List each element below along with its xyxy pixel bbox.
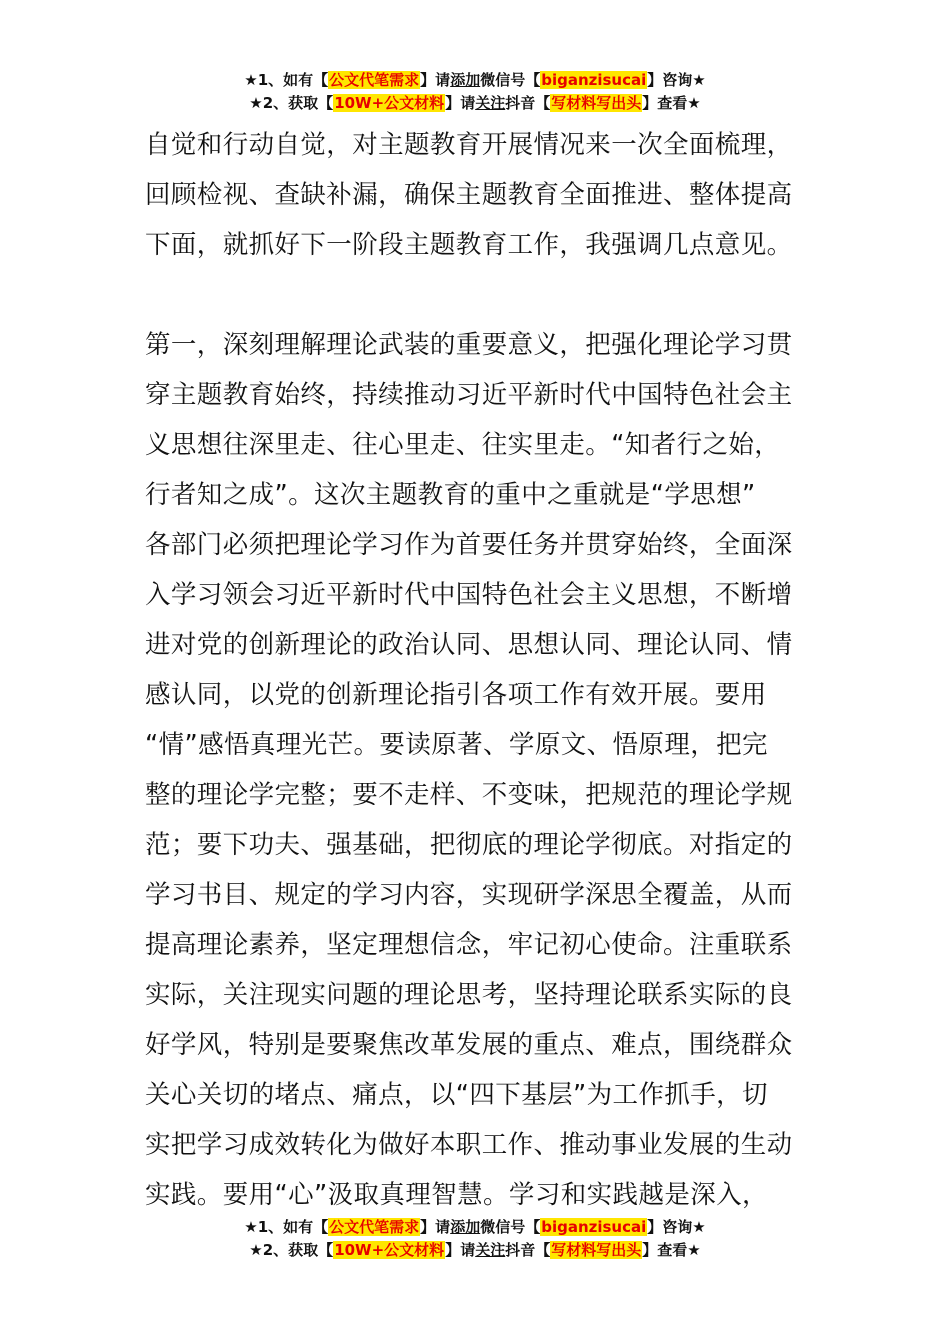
banner-line-1 — [0, 1216, 950, 1239]
highlight-tag: 公文代笔需求 — [329, 71, 420, 89]
banner-text: ★1、如有【 — [244, 1218, 329, 1236]
banner-text: ★1、如有【 — [244, 71, 329, 89]
text-line: 关心关切的堵点、痛点，以“四下基层”为工作抓手，切 — [145, 1080, 768, 1110]
header-banner — [0, 69, 950, 115]
banner-text: 微信号【 — [480, 1218, 541, 1236]
text-line: 义思想往深里走、往心里走、往实里走。“知者行之始， — [145, 430, 781, 460]
banner-text: 】请 — [420, 71, 451, 89]
text-line: 第一，深刻理解理论武装的重要意义，把强化理论学习贯 — [145, 330, 793, 360]
banner-text: 】咨询★ — [647, 1218, 706, 1236]
douyin-account-highlight: 写材料写出头 — [551, 94, 642, 112]
banner-text: 】查看★ — [642, 94, 701, 112]
text-line: 自觉和行动自觉，对主题教育开展情况来一次全面梳理， — [145, 130, 793, 160]
paragraph-1 — [145, 120, 813, 270]
text-line: 回顾检视、查缺补漏，确保主题教育全面推进、整体提高 — [145, 180, 793, 210]
banner-text: ★2、获取【 — [249, 1241, 334, 1259]
text-line: 范；要下功夫、强基础，把彻底的理论学彻底。对指定的 — [145, 830, 793, 860]
banner-text: 】请 — [445, 1241, 476, 1259]
text-line: 穿主题教育始终，持续推动习近平新时代中国特色社会主 — [145, 380, 793, 410]
banner-text: 】咨询★ — [647, 71, 706, 89]
footer-banner — [0, 1216, 950, 1262]
underlined-text: 添加 — [450, 1218, 481, 1236]
text-line: “情”感悟真理光芒。要读原著、学原文、悟原理，把完 — [145, 730, 768, 760]
text-line: 学习书目、规定的学习内容，实现研学深思全覆盖，从而 — [145, 880, 793, 910]
banner-line-2 — [0, 92, 950, 115]
banner-text: 】请 — [420, 1218, 451, 1236]
text-line: 提高理论素养，坚定理想信念，牢记初心使命。注重联系 — [145, 930, 793, 960]
banner-text: ★2、获取【 — [249, 94, 334, 112]
text-line: 实际，关注现实问题的理论思考，坚持理论联系实际的良 — [145, 980, 793, 1010]
text-line: 下面，就抓好下一阶段主题教育工作，我强调几点意见。 — [145, 230, 793, 260]
wechat-id-highlight: biganzisucai — [541, 71, 647, 89]
highlight-tag: 公文代笔需求 — [329, 1218, 420, 1236]
text-line: 好学风，特别是要聚焦改革发展的重点、难点，围绕群众 — [145, 1030, 793, 1060]
douyin-account-highlight: 写材料写出头 — [551, 1241, 642, 1259]
highlight-tag: 10W+公文材料 — [334, 94, 445, 112]
text-line: 行者知之成”。这次主题教育的重中之重就是“学思想” — [145, 480, 756, 510]
banner-line-1 — [0, 69, 950, 92]
underlined-text: 添加 — [450, 71, 481, 89]
highlight-tag: 10W+公文材料 — [334, 1241, 445, 1259]
text-line: 整的理论学完整；要不走样、不变味，把规范的理论学规 — [145, 780, 793, 810]
text-line: 实把学习成效转化为做好本职工作、推动事业发展的生动 — [145, 1130, 793, 1160]
banner-text: 抖音【 — [505, 1241, 551, 1259]
banner-line-2 — [0, 1239, 950, 1262]
underlined-text: 关注 — [475, 94, 506, 112]
banner-text: 抖音【 — [505, 94, 551, 112]
underlined-text: 关注 — [475, 1241, 506, 1259]
text-line: 各部门必须把理论学习作为首要任务并贯穿始终，全面深 — [145, 530, 793, 560]
paragraph-2 — [145, 320, 813, 1220]
banner-text: 微信号【 — [480, 71, 541, 89]
text-line: 入学习领会习近平新时代中国特色社会主义思想，不断增 — [145, 580, 793, 610]
banner-text: 】请 — [445, 94, 476, 112]
wechat-id-highlight: biganzisucai — [541, 1218, 647, 1236]
text-line: 感认同，以党的创新理论指引各项工作有效开展。要用 — [145, 680, 767, 710]
text-line: 实践。要用“心”汲取真理智慧。学习和实践越是深入， — [145, 1180, 768, 1210]
text-line: 进对党的创新理论的政治认同、思想认同、理论认同、情 — [145, 630, 793, 660]
banner-text: 】查看★ — [642, 1241, 701, 1259]
